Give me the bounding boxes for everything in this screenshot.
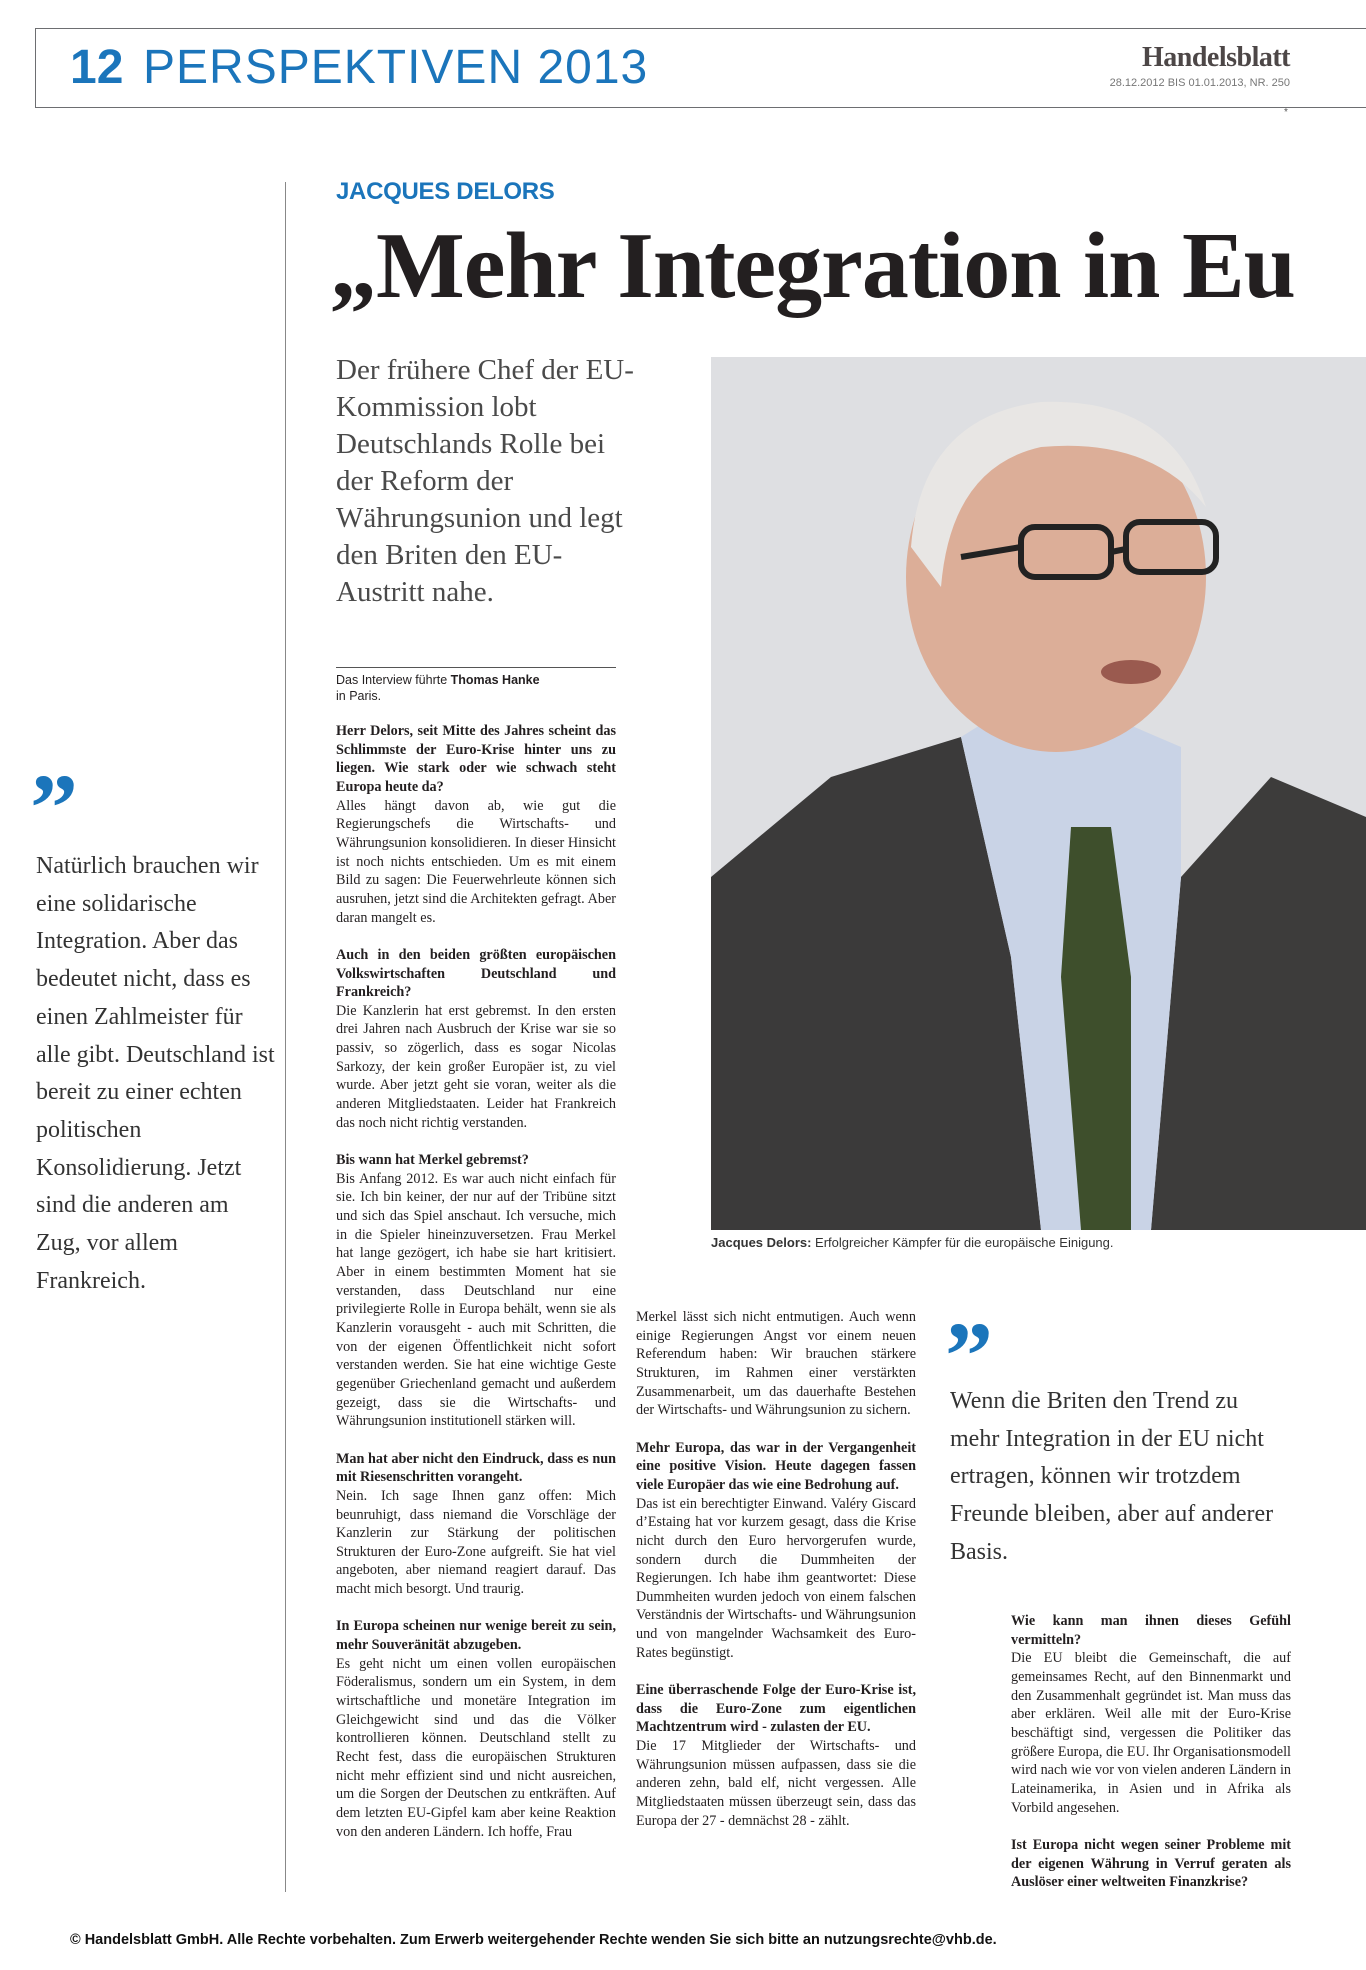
photo-caption: [711, 1235, 1114, 1250]
interview-paragraph: [336, 946, 616, 1133]
copyright-footer: © Handelsblatt GmbH. Alle Rechte vorbehalten. Zum Erwerb weitergehender Rechte wenden Sie sich bitte an nutzungsrechte@vhb.de.: [70, 1932, 997, 1948]
byline-author: Thomas Hanke: [450, 673, 540, 687]
text-column-2: [636, 1308, 916, 1849]
interview-paragraph: [336, 722, 616, 927]
interview-question: Eine überraschende Folge der Euro-Krise ist, dass die Euro-Zone zum eigentlichen Machtzentrum wird - zulasten der EU.: [636, 1682, 916, 1736]
interview-answer: Die 17 Mitglieder der Wirtschafts- und Währungsunion müssen aufpassen, dass sie die anderen zehn, bald elf, nicht vergessen. Alle Mitgliedstaaten müssen überzeugt sein, dass das Europa der 27 - demnächst 28 - zählt.: [636, 1738, 916, 1829]
section-title: PERSPEKTIVEN 2013: [143, 41, 649, 94]
issue-date: 28.12.2012 BIS 01.01.2013, NR. 250: [1109, 77, 1290, 89]
portrait-illustration: [711, 357, 1366, 1230]
interview-answer: Alles hängt davon ab, wie gut die Regierungschefs die Wirtschafts- und Währungsunion konsolidieren. In dieser Hinsicht ist noch nichts entschieden. Um es mit einem Bild zu sagen: Die Feuerwehrleute können sich ausruhen, jetzt sind die Architekten gefragt. Aber daran mangelt es.: [336, 797, 616, 926]
interview-paragraph: [636, 1439, 916, 1663]
caption-text: Erfolgreicher Kämpfer für die europäische Einigung.: [811, 1235, 1114, 1250]
byline-prefix: Das Interview führte: [336, 673, 451, 687]
caption-name: Jacques Delors:: [711, 1235, 812, 1250]
interview-question: Ist Europa nicht wegen seiner Probleme mit der eigenen Währung in Verruf geraten als Auslöser einer weltweiten Finanzkrise?: [1011, 1836, 1291, 1891]
quote-mark-icon: ”: [30, 754, 64, 861]
portrait-photo: [711, 357, 1366, 1230]
interview-question: Wie kann man ihnen dieses Gefühl vermitteln?: [1011, 1613, 1291, 1648]
pull-quote-left: Natürlich brauchen wir eine solidarische Integration. Aber das bedeutet nicht, dass es einen Zahlmeister für alle gibt. Deutschland ist bereit zu einer echten politischen Konsolidierung. Jetzt sind die anderen am Zug, vor allem Frankreich.: [36, 853, 275, 1294]
interview-paragraph: [336, 1151, 616, 1431]
interview-paragraph: [336, 1617, 616, 1841]
pull-quote-right: Wenn die Briten den Trend zu mehr Integration in der EU nicht ertragen, können wir trotzdem Freunde bleiben, aber auf anderer Basis.: [950, 1388, 1274, 1565]
byline-place: in Paris.: [336, 689, 382, 703]
interview-paragraph: [1011, 1836, 1291, 1892]
column-divider: [285, 182, 286, 1892]
quote-mark-icon: ”: [945, 1302, 979, 1409]
page-number: 12: [70, 41, 124, 94]
issue-mark: *: [1284, 107, 1288, 118]
interview-paragraph: [636, 1681, 916, 1830]
interview-question: Mehr Europa, das war in der Vergangenheit eine positive Vision. Heute dagegen fassen viele Europäer das wie eine Bedrohung auf.: [636, 1439, 916, 1493]
interview-answer: Die EU bleibt die Gemeinschaft, die auf gemeinsames Recht, auf den Binnenmarkt und den Zusammenhalt gegründet ist. Man muss das aber erklären. Weil alle mit der Euro-Krise beschäftigt sind, vergessen die Politiker das größere Europa, die EU. Ihr Organisationsmodell wird nach wie vor von vielen anderen Ländern in Lateinamerika, in Asien und in Afrika als Vorbild angesehen.: [1011, 1650, 1291, 1816]
newspaper-logo: Handelsblatt: [1141, 42, 1290, 73]
interview-question: Auch in den beiden größten europäischen Volkswirtschaften Deutschland und Frankreich?: [336, 946, 616, 1001]
interview-question: Herr Delors, seit Mitte des Jahres scheint das Schlimmste der Euro-Krise hinter uns zu liegen. Wie stark oder wie schwach steht Europa heute da?: [336, 723, 616, 795]
byline: [336, 667, 616, 704]
text-column-3: [1011, 1612, 1291, 1910]
interview-answer: Es geht nicht um einen vollen europäischen Föderalismus, sondern um ein System, in dem wirtschaftliche und monetäre Integration im Gleichgewicht sind und das die Völker kontrollieren können. Deutschland stellt zu Recht fest, dass die europäischen Strukturen nicht mehr effizient sind und nicht ausreichen, um die Sorgen der Deutschen zu entkräften. Auf dem letzten EU-Gipfel kam aber keine Reaktion von den anderen Ländern. Ich hoffe, Frau: [336, 1655, 616, 1840]
interview-answer: Die Kanzlerin hat erst gebremst. In den ersten drei Jahren nach Ausbruch der Krise war sie so passiv, so zögerlich, dass es sogar Nicolas Sarkozy, der kein großer Europäer ist, zu viel wurde. Aber jetzt geht sie voran, weiter als die anderen Mitgliedstaaten. Leider hat Frankreich das noch nicht richtig verstanden.: [336, 1002, 616, 1131]
article-deck: Der frühere Chef der EU-Kommission lobt Deutschlands Rolle bei der Reform der Währungsunion und legt den Briten den EU-Austritt nahe.: [336, 354, 634, 608]
interview-answer: Nein. Ich sage Ihnen ganz offen: Mich beunruhigt, dass niemand die Vorschläge der Kanzlerin zur Stärkung der politischen Strukturen der Euro-Zone aufgreift. Sie hat viel angeboten, aber niemand reagiert darauf. Das macht mich besorgt. Und traurig.: [336, 1487, 616, 1598]
interview-paragraph: [1011, 1612, 1291, 1817]
article-headline: „Mehr Integration in Eu: [330, 214, 1295, 318]
interview-paragraph: [336, 1450, 616, 1599]
interview-question: In Europa scheinen nur wenige bereit zu sein, mehr Souveränität abzugeben.: [336, 1618, 616, 1654]
text-column-1: [336, 667, 616, 1860]
interview-answer: Merkel lässt sich nicht entmutigen. Auch wenn einige Regierungen Angst vor einem neuen Referendum haben: Wir brauchen stärkere Strukturen, im Rahmen einer verstärkten Zusammenarbeit, um das dauerhafte Bestehen der Wirtschafts- und Währungsunion zu sichern.: [636, 1309, 916, 1419]
interview-paragraph: [636, 1308, 916, 1420]
article-kicker: JACQUES DELORS: [336, 178, 555, 205]
interview-answer: Bis Anfang 2012. Es war auch nicht einfach für sie. Ich bin keiner, der nur auf der Tribüne sitzt und sich das Spiel anschaut. Ich versuche, mich in die Spieler hineinzuversetzen. Frau Merkel hat lange gezögert, ich habe sie hart kritisiert. Aber in einem bestimmten Moment hat sie verstanden, dass Deutschland nur eine privilegierte Rolle in Europa behält, wenn sie als Kanzlerin vorausgeht - auch mit Schritten, die von der eigenen Öffentlichkeit nicht sofort verstanden werden. Sie hat eine wichtige Geste gegenüber Griechenland gemacht und außerdem gezeigt, dass sie die Wirtschafts- und Währungsunion institutionell stärken will.: [336, 1170, 616, 1430]
interview-question: Bis wann hat Merkel gebremst?: [336, 1152, 529, 1169]
interview-answer: Das ist ein berechtigter Einwand. Valéry Giscard d’Estaing hat vor kurzem gesagt, dass die Krise nicht durch den Euro hervorgerufen wurde, sondern durch die Dummheiten der Regierungen. Ich habe ihm geantwortet: Diese Dummheiten wurden jedoch von einem falschen Verständnis der Wirtschafts- und Währungsunion und von mangelnder Wachsamkeit des Euro-Rates begünstigt.: [636, 1495, 916, 1661]
interview-question: Man hat aber nicht den Eindruck, dass es nun mit Riesenschritten vorangeht.: [336, 1450, 616, 1486]
